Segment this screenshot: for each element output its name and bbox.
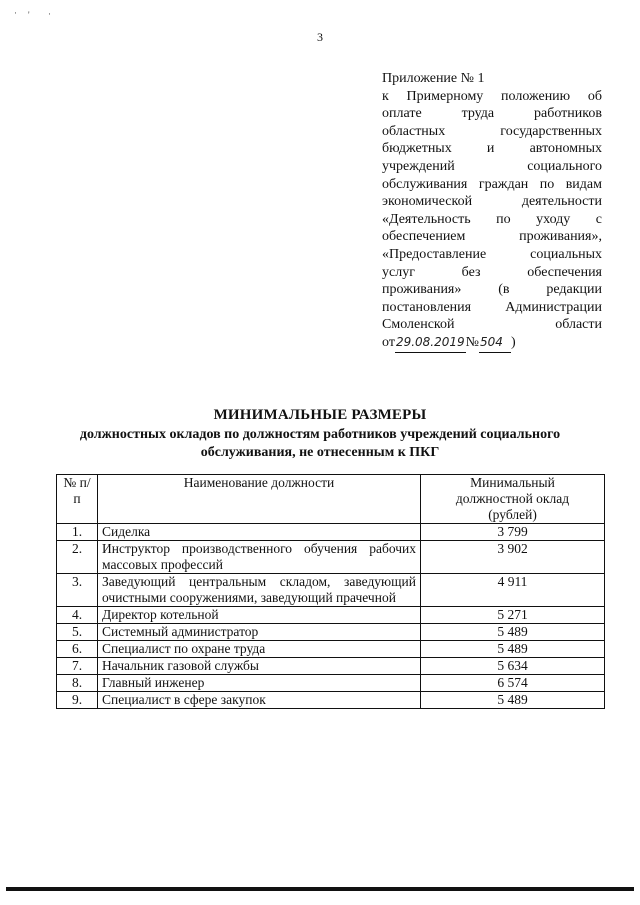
header-num: № п/п [57,475,98,524]
appendix-line: к Примерному положению об [382,88,602,104]
row-salary: 5 489 [421,641,605,658]
row-salary: 3 799 [421,524,605,541]
appendix-line: учреждений социального [382,158,602,174]
row-name: Специалист в сфере закупок [98,692,421,709]
row-name: Начальник газовой службы [98,658,421,675]
table-row [57,658,605,675]
row-num: 8. [57,675,98,692]
scan-speck: · [14,8,17,18]
table-row [57,607,605,624]
table-row [57,641,605,658]
row-salary: 3 902 [421,541,605,574]
document-subtitle: должностных окладов по должностям работников учреждений социального обслуживания, не отнесенным к ПКГ [79,427,561,460]
row-salary: 5 489 [421,692,605,709]
appendix-title: Приложение № 1 [382,71,485,86]
row-num: 3. [57,574,98,607]
table-row [57,524,605,541]
row-name: Главный инженер [98,675,421,692]
table-row [57,574,605,607]
appendix-line: областных государственных [382,123,602,139]
resolution-reference [382,334,602,353]
row-name: Заведующий центральным складом, заведующий очистными сооружениями, заведующий прачечной [98,574,421,607]
table-header-row [57,475,605,524]
row-name: Инструктор производственного обучения рабочих массовых профессий [98,541,421,574]
page-number: 3 [317,30,323,44]
handwritten-date: 29.08.2019 [395,334,466,353]
row-num: 6. [57,641,98,658]
appendix-block [382,70,602,353]
appendix-line: экономической деятельности [382,194,602,210]
appendix-line: «Предоставление социальных [382,246,602,262]
number-label: № [465,334,480,350]
row-salary: 6 574 [421,675,605,692]
resolution-prefix: от [382,334,395,350]
appendix-line: обслуживания граждан по видам [382,176,602,192]
header-salary: Минимальный должностной оклад (рублей) [421,475,605,524]
scan-speck: · [48,9,51,19]
appendix-line: постановления Администрации [382,299,602,315]
appendix-line: оплате труда работников [382,106,602,122]
appendix-line: Смоленской области [382,317,602,333]
handwritten-number: 504 [479,334,511,353]
row-num: 7. [57,658,98,675]
row-salary: 5 271 [421,607,605,624]
row-salary: 5 489 [421,624,605,641]
row-salary: 5 634 [421,658,605,675]
table-row [57,624,605,641]
row-num: 1. [57,524,98,541]
document-title: МИНИМАЛЬНЫЕ РАЗМЕРЫ [213,407,427,423]
appendix-line: «Деятельность по уходу с [382,211,602,227]
row-num: 5. [57,624,98,641]
row-name: Системный администратор [98,624,421,641]
row-num: 4. [57,607,98,624]
table-row [57,675,605,692]
appendix-line: проживания» (в редакции [382,282,602,298]
row-salary: 4 911 [421,574,605,607]
resolution-suffix: ) [511,334,516,350]
footer-rule [6,887,634,891]
scan-speck: ' [28,10,30,20]
row-num: 2. [57,541,98,574]
row-name: Сиделка [98,524,421,541]
appendix-line: бюджетных и автономных [382,141,602,157]
table-row [57,692,605,709]
row-num: 9. [57,692,98,709]
header-name: Наименование должности [98,475,421,524]
salary-table [56,474,605,709]
appendix-line: услуг без обеспечения [382,264,602,280]
table-row [57,541,605,574]
row-name: Специалист по охране труда [98,641,421,658]
appendix-line: обеспечением проживания», [382,229,602,245]
row-name: Директор котельной [98,607,421,624]
